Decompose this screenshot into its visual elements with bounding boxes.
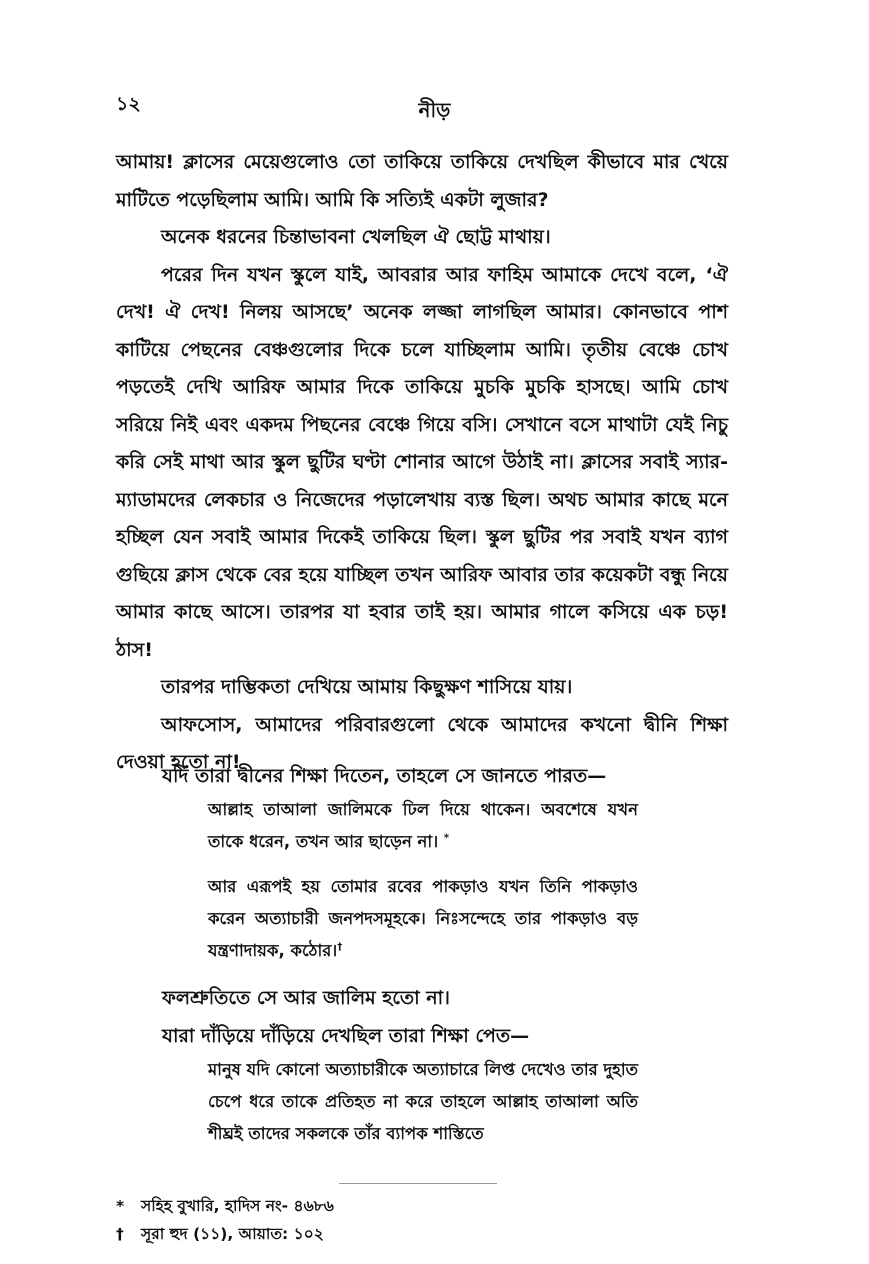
- paragraph: অনেক ধরনের চিন্তাভাবনা খেলছিল ঐ ছোট্ট মাথায়।: [161, 226, 551, 248]
- quote-text: আল্লাহ তাআলা জালিমকে ঢিল দিয়ে থাকেন। অবশেষে যখন তাকে ধরেন, তখন আর ছাড়েন না।: [208, 800, 638, 851]
- footnote: [116, 1224, 324, 1244]
- footnote-ref: †: [337, 941, 343, 953]
- paragraph: পরের দিন যখন স্কুলে যাই, আবরার আর ফাহিম আমাকে দেখে বলে, ‘ঐ দেখ! ঐ দেখ! নিলয় আসছে’ অনেক লজ্জা লাগছিল আমার। কোনভাবে পাশ কাটিয়ে পেছনের বেঞ্চগুলোর দিকে চলে যাচ্ছিলাম আমি। তৃতীয় বেঞ্চে চোখ পড়তেই দেখি আরিফ আমার দিকে তাকিয়ে মুচকি মুচকি হাসছে। আমি চোখ সরিয়ে নিই এবং একদম পিছনের বেঞ্চে গিয়ে বসি। সেখানে বসে মাথাটা যেই নিচু করি সেই মাথা আর স্কুল ছুটির ঘণ্টা শোনার আগে উঠাই না। ক্লাসের সবাই স্যার-ম্যাডামদের লেকচার ও নিজেদের পড়ালেখায় ব্যস্ত ছিল। অথচ আমার কাছে মনে হচ্ছিল যেন সবাই আমার দিকেই তাকিয়ে ছিল। স্কুল ছুটির পর সবাই যখন ব্যাগ গুছিয়ে ক্লাস থেকে বের হয়ে যাচ্ছিল তখন আরিফ আবার তার কয়েকটা বন্ধু নিয়ে আমার কাছে আসে। তারপর যা হবার তাই হয়। আমার গালে কসিয়ে এক চড়! ঠাস!: [116, 263, 728, 661]
- footnote-divider: [339, 1183, 497, 1184]
- result-line: ফলশ্রুতিতে সে আর জালিম হতো না।: [162, 987, 450, 1009]
- footnote-mark: †: [116, 1225, 124, 1243]
- block-quote-ayah: [208, 871, 638, 967]
- quote-intro: যদি তারা দ্বীনের শিক্ষা দিতেন, তাহলে সে জানতে পারত—: [162, 765, 607, 787]
- footnote: [116, 1196, 334, 1216]
- running-title: নীড়: [418, 98, 451, 122]
- block-quote-hadith: [208, 794, 638, 858]
- footnote-mark: *: [116, 1197, 125, 1215]
- paragraph: আমায়! ক্লাসের মেয়েগুলোও তো তাকিয়ে তাকিয়ে দেখছিল কীভাবে মার খেয়ে মাটিতে পড়েছিলাম আমি। আমি কি সত্যিই একটা লুজার?: [116, 151, 728, 211]
- footnote-text: সূরা হুদ (১১), আয়াত: ১০২: [141, 1225, 324, 1243]
- block-quote-hadith-2: মানুষ যদি কোনো অত্যাচারীকে অত্যাচারে লিপ্ত দেখেও তার দুহাত চেপে ধরে তাকে প্রতিহত না করে তাহলে আল্লাহ তাআলা অতি শীঘ্রই তাদের সকলকে তাঁর ব্যাপক শাস্তিতে: [208, 1060, 638, 1143]
- footnote-ref: *: [443, 832, 450, 844]
- lesson-line: যারা দাঁড়িয়ে দাঁড়িয়ে দেখছিল তারা শিক্ষা পেত—: [162, 1025, 530, 1047]
- body-text: [116, 144, 728, 782]
- footnote-text: সহিহ বুখারি, হাদিস নং- ৪৬৮৬: [141, 1197, 334, 1215]
- paragraph: আফসোস, আমাদের পরিবারগুলো থেকে আমাদের কখনো দ্বীনি শিক্ষা দেওয়া হতো না!: [116, 713, 728, 773]
- page-number: ১২: [116, 93, 141, 115]
- quote-text: আর এরূপই হয় তোমার রবের পাকড়াও যখন তিনি পাকড়াও করেন অত্যাচারী জনপদসমূহকে। নিঃসন্দেহে তার পাকড়াও বড় যন্ত্রণাদায়ক, কঠোর।: [208, 877, 638, 960]
- paragraph: তারপর দাম্ভিকতা দেখিয়ে আমায় কিছুক্ষণ শাসিয়ে যায়।: [161, 676, 573, 698]
